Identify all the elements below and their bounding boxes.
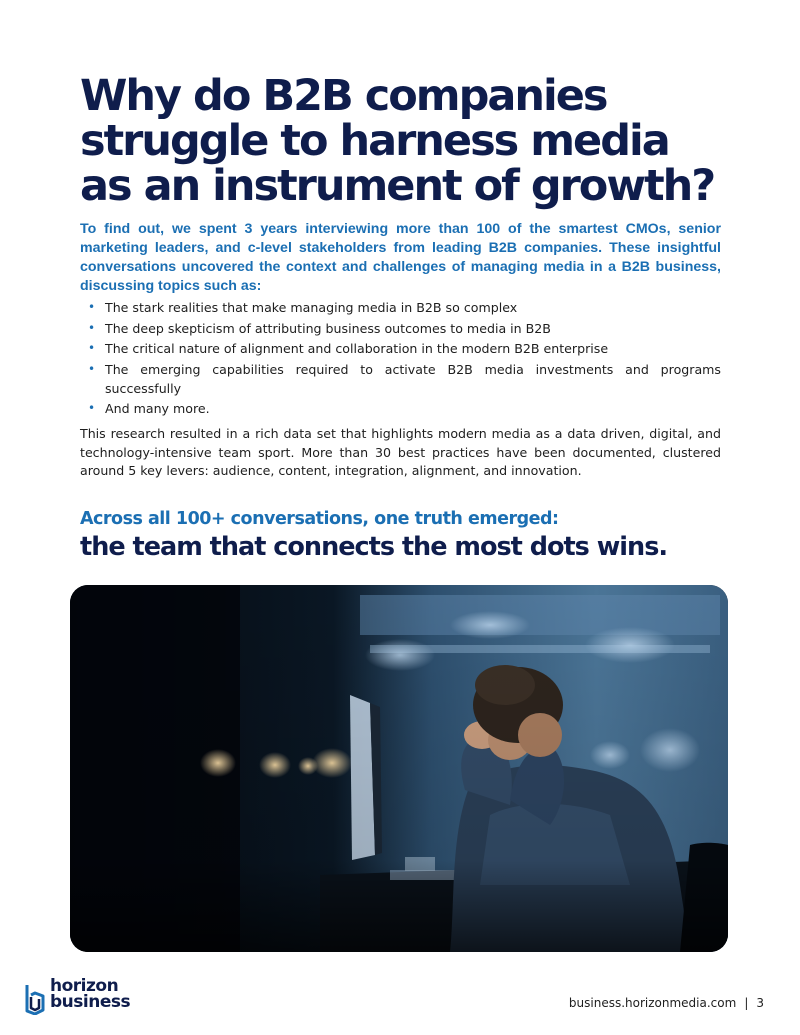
- footer-separator: |: [744, 996, 749, 1010]
- lead-heading: Across all 100+ conversations, one truth emerged:: [80, 509, 559, 529]
- title-line: as an instrument of growth?: [80, 161, 715, 211]
- list-item: [80, 360, 721, 398]
- list-item: [80, 298, 721, 317]
- bullet-dot-icon: •: [88, 401, 96, 415]
- office-scene-illustration: [70, 585, 728, 952]
- topics-list: [80, 298, 721, 420]
- logo-line-1: horizon: [50, 976, 119, 996]
- bullet-dot-icon: •: [88, 320, 96, 335]
- page-footer: [569, 996, 764, 1010]
- bullet-dot-icon: •: [88, 300, 96, 314]
- body-paragraph: This research resulted in a rich data set that highlights modern media as a data driven, digital, and technology-intensive team sport. More than 30 best practices have been documented, clustered around 5 key levers: audience, content, integration, alignment, and innovation.: [80, 426, 721, 478]
- footer-url[interactable]: business.horizonmedia.com: [568, 996, 737, 1010]
- intro-paragraph: To find out, we spent 3 years interviewing more than 100 of the smartest CMOs, senior marketing leaders, and c-level stakeholders from leading B2B companies. These insightful conversations uncovered the context and challenges of managing media in a B2B business, discussing topics such as:: [80, 221, 721, 294]
- page-number: 3: [756, 996, 764, 1010]
- list-item: [80, 319, 721, 338]
- hero-photo: [70, 585, 728, 952]
- list-item-text: The deep skepticism of attributing business outcomes to media in B2B: [105, 320, 551, 336]
- list-item-text: And many more.: [105, 401, 210, 416]
- list-item-text: The stark realities that make managing media in B2B so complex: [105, 300, 518, 315]
- list-item: [80, 399, 721, 418]
- title-line: Why do B2B companies: [80, 71, 607, 121]
- logo-line-2: business: [50, 992, 131, 1012]
- title-line: struggle to harness media: [80, 116, 669, 166]
- logo-wordmark: [50, 978, 130, 1010]
- list-item-text: The critical nature of alignment and collaboration in the modern B2B enterprise: [105, 341, 609, 356]
- bullet-dot-icon: •: [88, 361, 96, 376]
- punchline-heading: the team that connects the most dots wins.: [80, 532, 668, 562]
- page-title: [80, 71, 740, 211]
- bullet-dot-icon: •: [88, 341, 96, 355]
- list-item: [80, 339, 721, 358]
- horizon-logo-icon: [24, 983, 46, 1015]
- list-item-text: The emerging capabilities required to activate B2B media investments and programs successfully: [105, 361, 721, 396]
